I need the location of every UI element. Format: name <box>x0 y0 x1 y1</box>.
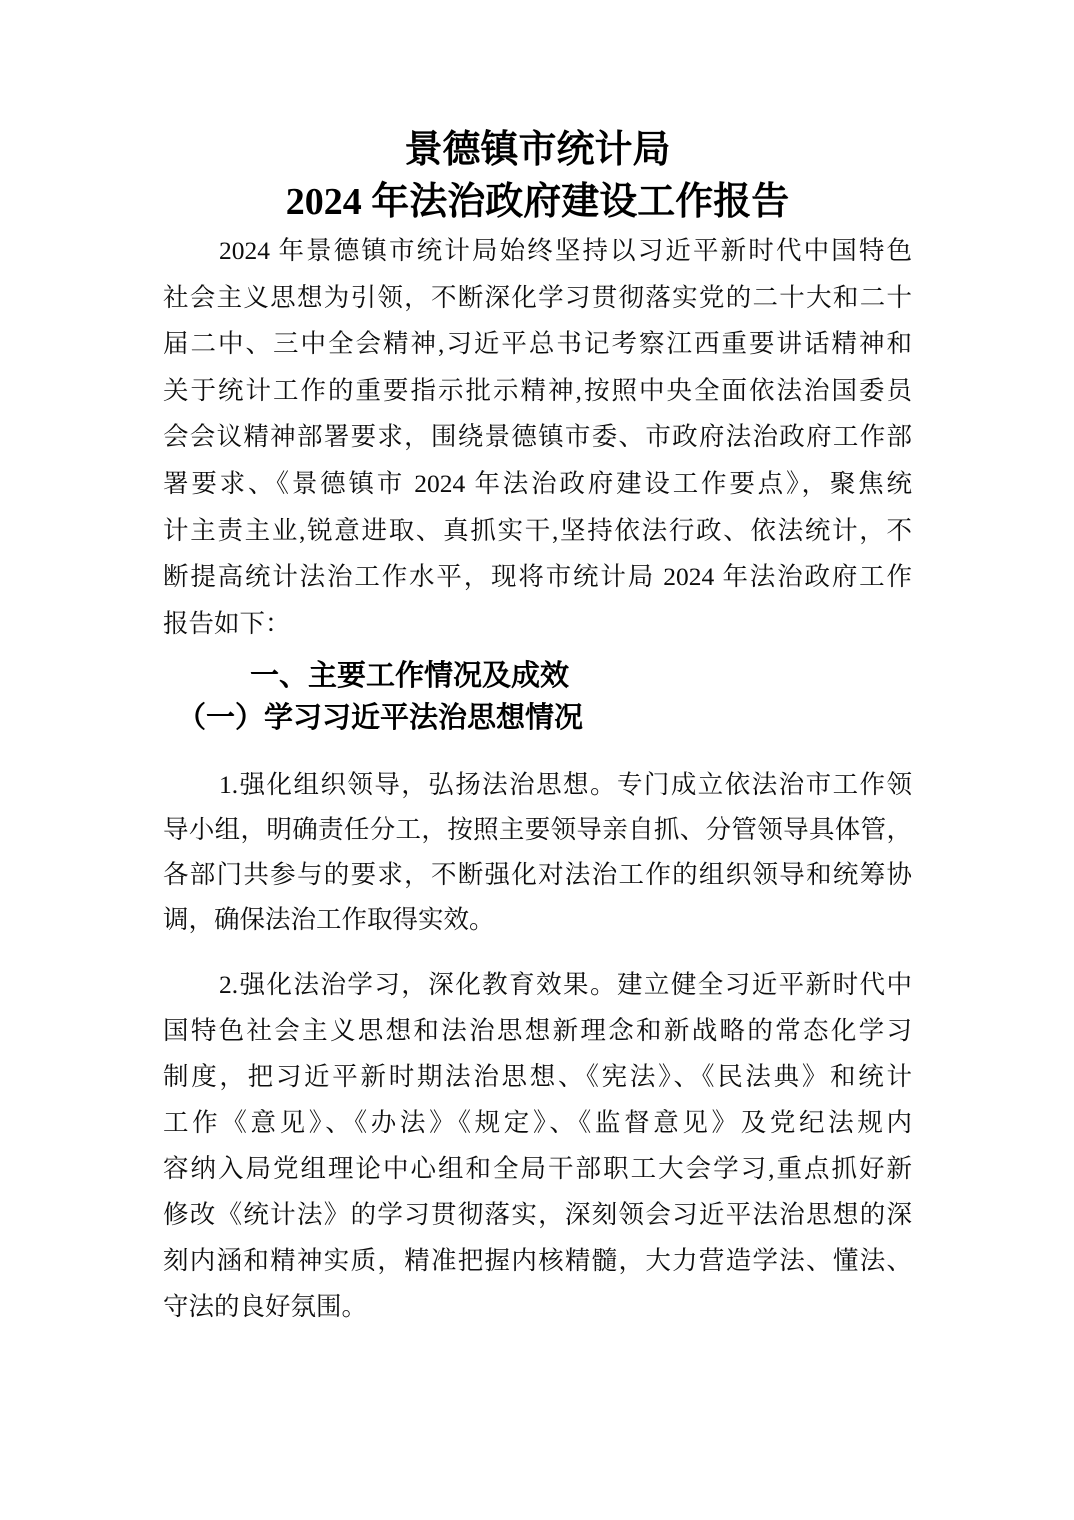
paragraph-line: 制度，把习近平新时期法治思想、《宪法》、《民法典》和统计 <box>163 1062 912 1092</box>
document-title-line-2: 2024 年法治政府建设工作报告 <box>285 181 790 223</box>
numbered-paragraph-2 <box>163 962 912 1330</box>
paragraph-line: 国特色社会主义思想和法治思想新理念和新战略的常态化学习 <box>163 1016 912 1046</box>
paragraph-line: 各部门共参与的要求，不断强化对法治工作的组织领导和统筹协 <box>163 860 912 890</box>
intro-line: 社会主义思想为引领，不断深化学习贯彻落实党的二十大和二十 <box>163 282 912 312</box>
document-title <box>163 124 912 228</box>
intro-line: 会会议精神部署要求，围绕景德镇市委、市政府法治政府工作部 <box>163 422 912 452</box>
intro-line: 断提高统计法治工作水平，现将市统计局 2024 年法治政府工作 <box>163 562 912 592</box>
intro-line: 署要求、《景德镇市 2024 年法治政府建设工作要点》，聚焦统 <box>163 468 912 498</box>
paragraph-line: 2.强化法治学习，深化教育效果。建立健全习近平新时代中 <box>219 970 912 1000</box>
paragraph-line: 修改《统计法》的学习贯彻落实，深刻领会习近平法治思想的深 <box>163 1200 912 1230</box>
intro-line: 2024 年景德镇市统计局始终坚持以习近平新时代中国特色 <box>219 236 912 265</box>
section-heading: 一、主要工作情况及成效 <box>250 660 570 693</box>
intro-line: 计主责主业,锐意进取、真抓实干,坚持依法行政、依法统计，不 <box>163 515 912 545</box>
document-title-line-1: 景德镇市统计局 <box>404 129 671 171</box>
paragraph-line: 1.强化组织领导，弘扬法治思想。专门成立依法治市工作领 <box>219 770 912 800</box>
paragraph-line: 容纳入局党组理论中心组和全局干部职工大会学习,重点抓好新 <box>163 1154 912 1184</box>
paragraph-line: 工作《意见》、《办法》《规定》、《监督意见》及党纪法规内 <box>163 1108 912 1138</box>
intro-line: 报告如下： <box>163 608 291 638</box>
intro-line: 届二中、三中全会精神,习近平总书记考察江西重要讲话精神和 <box>163 329 912 359</box>
paragraph-line: 守法的良好氛围。 <box>163 1292 368 1322</box>
paragraph-line: 导小组，明确责任分工，按照主要领导亲自抓、分管领导具体管， <box>163 815 912 845</box>
intro-line: 关于统计工作的重要指示批示精神,按照中央全面依法治国委员 <box>163 375 912 405</box>
numbered-paragraph-1 <box>163 762 912 942</box>
intro-paragraph <box>163 228 912 647</box>
section-subheading: （一）学习习近平法治思想情况 <box>177 702 584 735</box>
paragraph-line: 调，确保法治工作取得实效。 <box>163 905 495 935</box>
paragraph-line: 刻内涵和精神实质，精准把握内核精髓，大力营造学法、懂法、 <box>163 1246 912 1276</box>
